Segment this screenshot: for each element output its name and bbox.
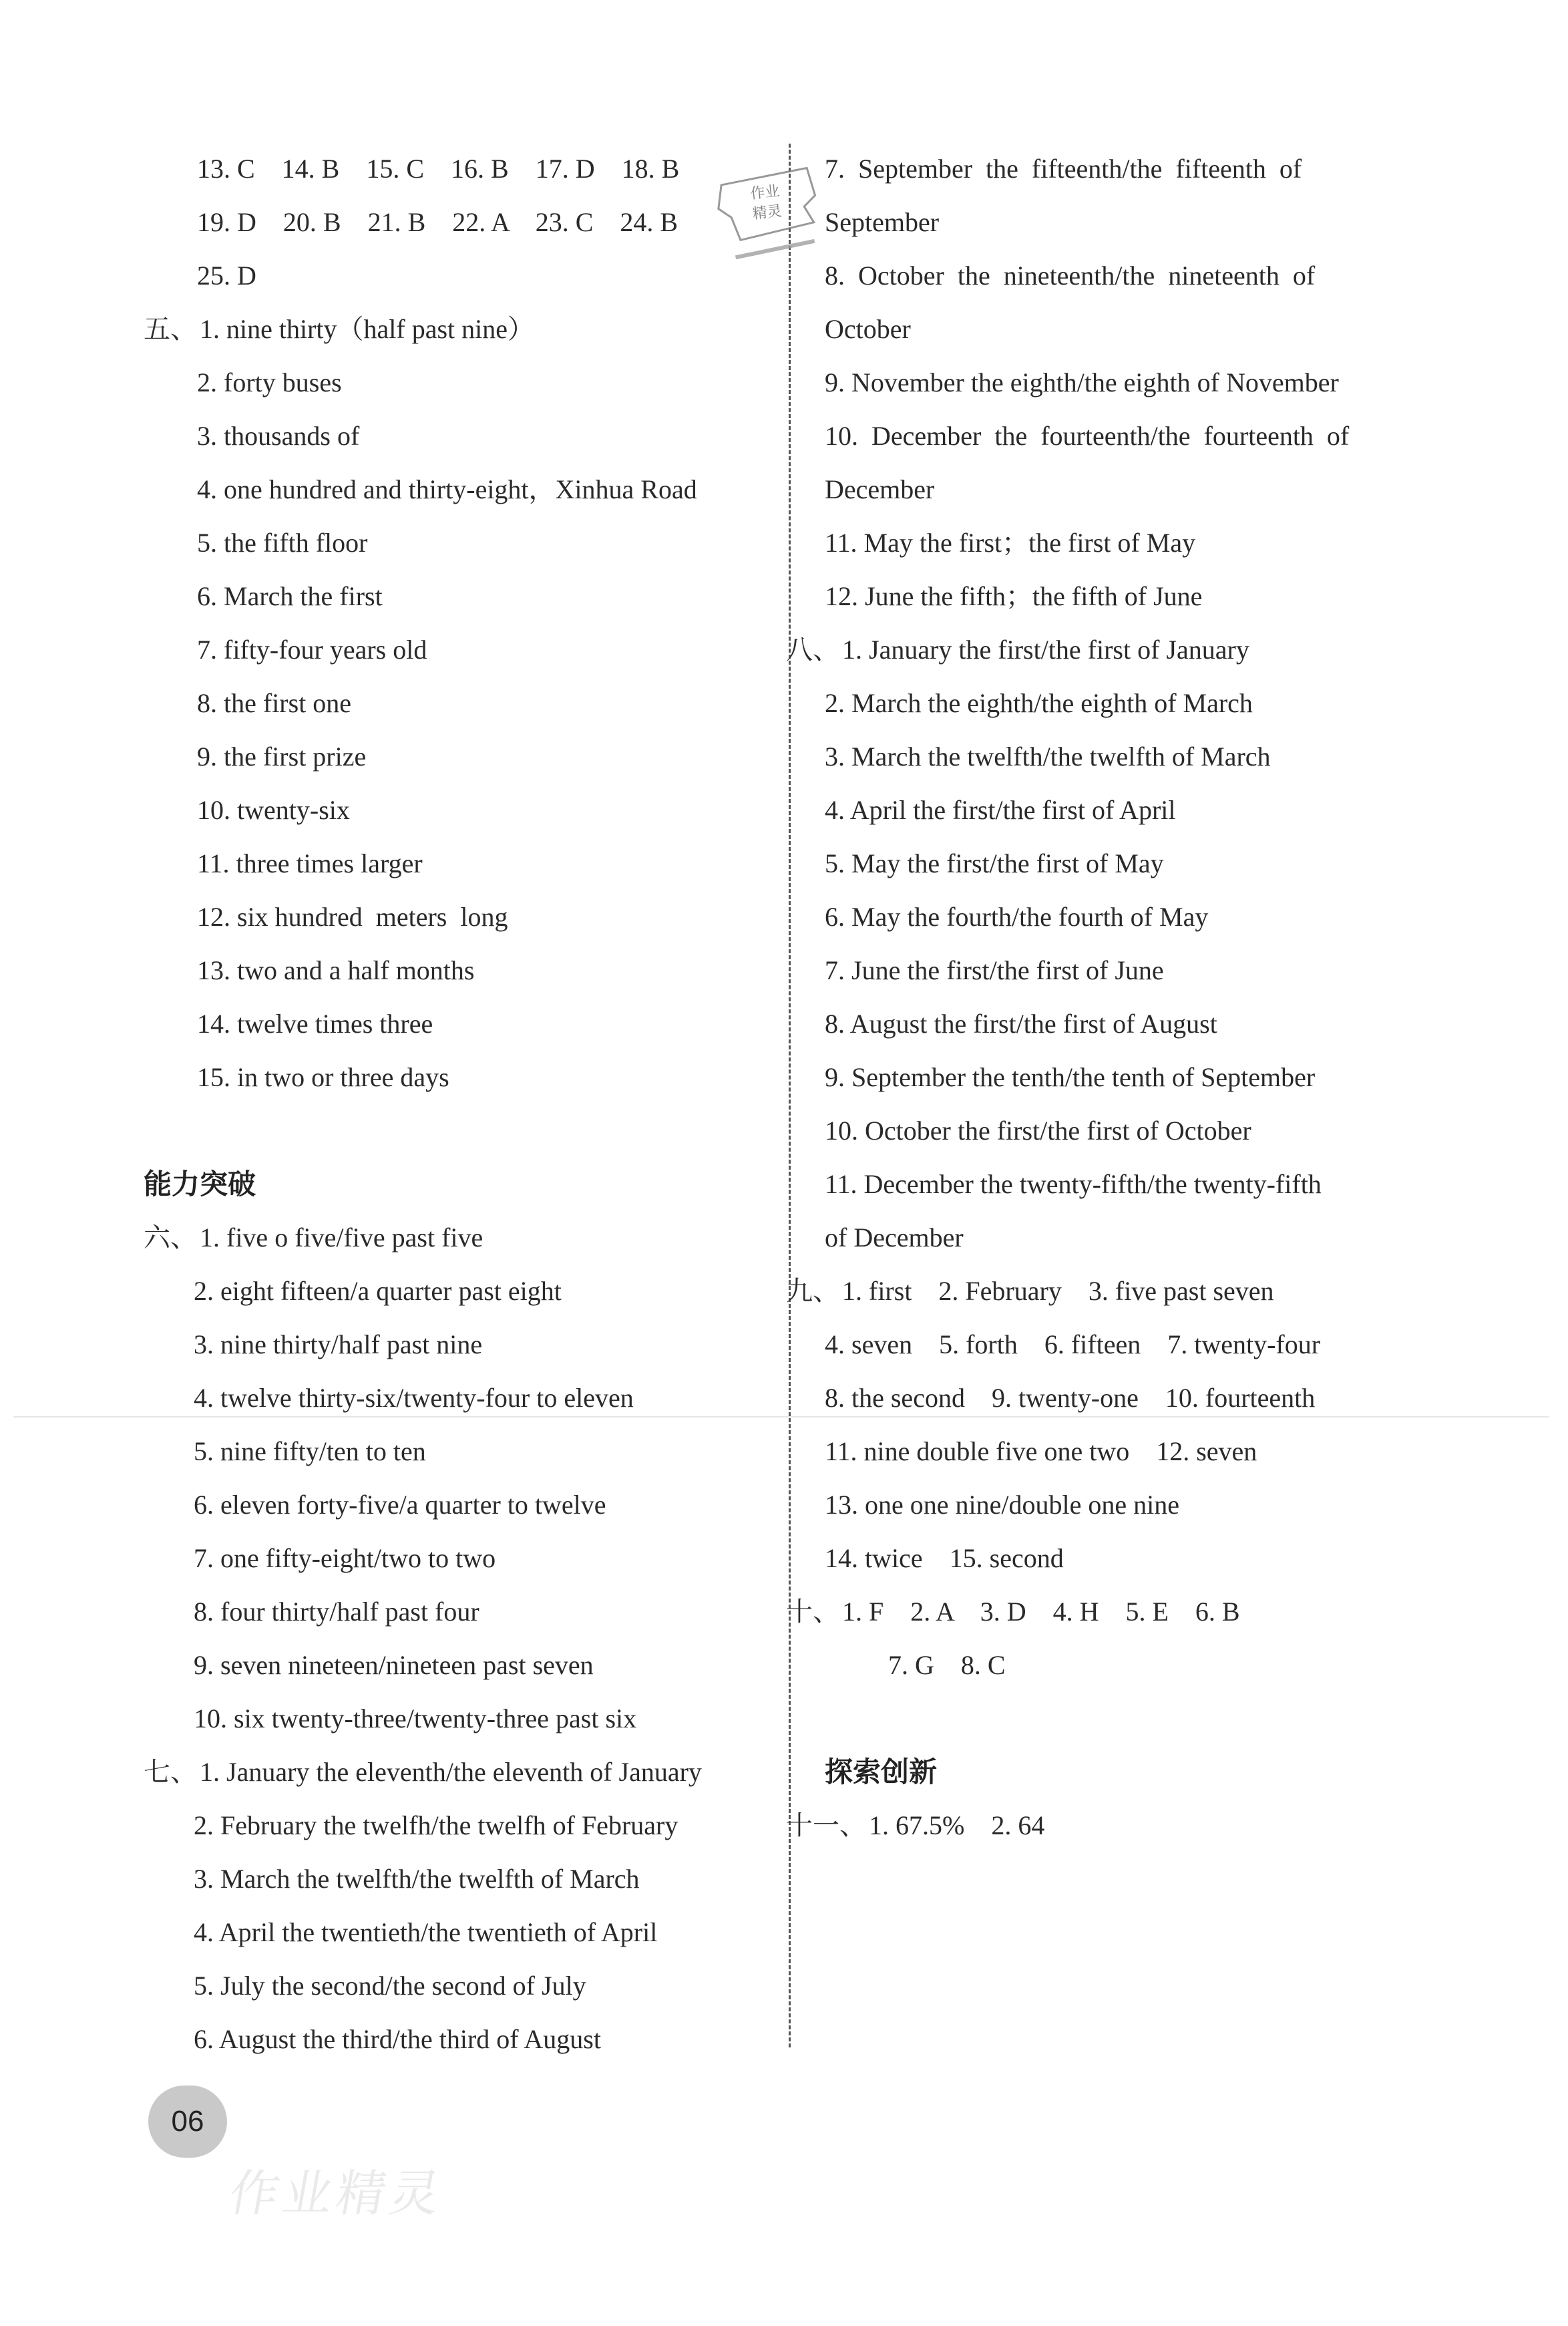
- answer-line: [825, 1425, 1459, 1478]
- answer-text: 6. March the first: [197, 581, 383, 611]
- answer-line: [825, 1532, 1459, 1585]
- answer-line: [144, 303, 778, 356]
- answer-line: [825, 196, 1459, 249]
- answer-text: 5. July the second/the second of July: [194, 1971, 586, 2001]
- section-heading-explore: 探索创新: [825, 1756, 938, 1788]
- answer-text: 4. April the first/the first of April: [825, 795, 1176, 825]
- answer-line: [144, 142, 778, 196]
- answer-line: [144, 570, 778, 623]
- answer-text: 2. February the twelfh/the twelfh of February: [194, 1810, 678, 1840]
- answer-text: 1. F 2. A 3. D 4. H 5. E 6. B: [842, 1597, 1240, 1627]
- answer-text: 10. twenty-six: [197, 795, 350, 825]
- answer-text: 3. March the twelfth/the twelfth of March: [194, 1864, 640, 1894]
- section-marker: 十、: [786, 1597, 839, 1627]
- answer-text: 8. October the nineteenth/the nineteenth of: [825, 261, 1316, 291]
- answer-line: [786, 623, 1459, 677]
- answer-line: [825, 677, 1459, 730]
- answer-line: [825, 1211, 1459, 1265]
- answer-line: [144, 356, 778, 409]
- answer-text: 4. twelve thirty-six/twenty-four to eleven: [194, 1383, 634, 1413]
- answer-text: 6. August the third/the third of August: [194, 2024, 601, 2054]
- answer-text: 11. December the twenty-fifth/the twenty-fifth: [825, 1169, 1322, 1199]
- answer-text: 6. May the fourth/the fourth of May: [825, 902, 1209, 932]
- answer-line: [144, 677, 778, 730]
- answer-line: [825, 1104, 1459, 1158]
- stamp-text-1: 作业: [749, 182, 781, 203]
- answer-line: [825, 1318, 1459, 1371]
- answer-line: [144, 837, 778, 890]
- answer-line: [825, 1051, 1459, 1104]
- answer-line: [825, 784, 1459, 837]
- answer-line: [144, 1265, 778, 1318]
- answer-line: [144, 196, 778, 249]
- section-marker: 五、: [144, 314, 197, 344]
- answer-line: [144, 1478, 778, 1532]
- answer-line: [825, 730, 1459, 784]
- right-column: [786, 142, 1459, 1852]
- answer-line: [825, 570, 1459, 623]
- section-marker: 七、: [144, 1757, 197, 1787]
- section-marker: 六、: [144, 1222, 197, 1253]
- answer-text: 8. August the first/the first of August: [825, 1009, 1217, 1039]
- answer-text: 11. May the first；the first of May: [825, 528, 1196, 558]
- answer-text: 8. four thirty/half past four: [194, 1597, 479, 1627]
- answer-text: September: [825, 207, 940, 237]
- answer-text: 13. C 14. B 15. C 16. B 17. D 18. B: [197, 154, 680, 184]
- answer-line: [825, 1371, 1459, 1425]
- answer-line: [825, 516, 1459, 570]
- answer-text: October: [825, 314, 911, 344]
- answer-line: [825, 944, 1459, 997]
- answer-line: [144, 623, 778, 677]
- answer-text: 7. June the first/the first of June: [825, 955, 1164, 985]
- answer-line: [144, 463, 778, 516]
- answer-text: 14. twelve times three: [197, 1009, 433, 1039]
- stamp-text-2: 精灵: [751, 202, 783, 223]
- answer-text: 10. six twenty-three/twenty-three past six: [194, 1703, 637, 1733]
- answer-line: [825, 249, 1459, 303]
- answer-text: 19. D 20. B 21. B 22. A 23. C 24. B: [197, 207, 678, 237]
- answer-text: 12. six hundred meters long: [197, 902, 508, 932]
- answer-text: 2. March the eighth/the eighth of March: [825, 688, 1253, 718]
- column-divider: [789, 144, 791, 2047]
- answer-line: [144, 944, 778, 997]
- answer-text: 9. seven nineteen/nineteen past seven: [194, 1650, 594, 1680]
- answer-text: 4. April the twentieth/the twentieth of April: [194, 1917, 658, 1947]
- answer-text: 7. one fifty-eight/two to two: [194, 1543, 496, 1573]
- answer-text: 8. the first one: [197, 688, 352, 718]
- answer-line: [144, 784, 778, 837]
- stamp-logo: [706, 155, 829, 273]
- answer-line: [825, 1158, 1459, 1211]
- answer-line: [825, 997, 1459, 1051]
- answer-text: 25. D: [197, 261, 256, 291]
- answer-text: 2. forty buses: [197, 367, 342, 397]
- answer-line: [144, 730, 778, 784]
- answer-text: of December: [825, 1222, 964, 1253]
- answer-text: 6. eleven forty-five/a quarter to twelve: [194, 1490, 606, 1520]
- answer-line: [144, 1906, 778, 1959]
- answer-line: [144, 409, 778, 463]
- answer-line: [144, 1051, 778, 1104]
- answer-text: 13. two and a half months: [197, 955, 475, 985]
- section-marker: 八、: [786, 635, 839, 665]
- answer-text: 9. September the tenth/the tenth of September: [825, 1062, 1316, 1092]
- answer-line: [144, 1585, 778, 1639]
- answer-text: 3. nine thirty/half past nine: [194, 1329, 483, 1359]
- answer-line: [825, 356, 1459, 409]
- answer-text: 4. seven 5. forth 6. fifteen 7. twenty-four: [825, 1329, 1321, 1359]
- answer-text: 3. thousands of: [197, 421, 360, 451]
- answer-text: 10. December the fourteenth/the fourteenth of: [825, 421, 1350, 451]
- answer-line: [144, 516, 778, 570]
- answer-line: [825, 890, 1459, 944]
- answer-text: 14. twice 15. second: [825, 1543, 1064, 1573]
- answer-line: [144, 1852, 778, 1906]
- answer-line: [144, 997, 778, 1051]
- section-marker: 九、: [786, 1276, 839, 1306]
- answer-text: December: [825, 474, 935, 504]
- answer-line: [825, 1478, 1459, 1532]
- answer-line: [825, 303, 1459, 356]
- answer-line: [144, 2013, 778, 2066]
- answer-line: [825, 1639, 1459, 1692]
- answer-text: 1. 67.5% 2. 64: [869, 1810, 1045, 1840]
- answer-line: [825, 837, 1459, 890]
- answer-line: [786, 1265, 1459, 1318]
- answer-text: 8. the second 9. twenty-one 10. fourteenth: [825, 1383, 1316, 1413]
- answer-text: 9. November the eighth/the eighth of November: [825, 367, 1339, 397]
- answer-line: [825, 142, 1459, 196]
- answer-line: [144, 1692, 778, 1746]
- answer-line: [144, 1318, 778, 1371]
- answer-line: [144, 1371, 778, 1425]
- answer-text: 5. the fifth floor: [197, 528, 368, 558]
- answer-text: 1. first 2. February 3. five past seven: [842, 1276, 1274, 1306]
- answer-line: [786, 1799, 1459, 1852]
- answer-text: 7. September the fifteenth/the fifteenth of: [825, 154, 1302, 184]
- answer-line: [144, 1532, 778, 1585]
- answer-line: [144, 890, 778, 944]
- answer-line: [144, 1425, 778, 1478]
- answer-line: [144, 249, 778, 303]
- answer-text: 2. eight fifteen/a quarter past eight: [194, 1276, 562, 1306]
- answer-text: 5. May the first/the first of May: [825, 848, 1164, 878]
- answer-line: [144, 1959, 778, 2013]
- answer-line: [144, 1799, 778, 1852]
- watermark: 作业精灵: [224, 2165, 449, 2222]
- answer-line: [825, 409, 1459, 463]
- answer-text: 11. nine double five one two 12. seven: [825, 1436, 1257, 1466]
- answer-text: 1. January the first/the first of January: [842, 635, 1249, 665]
- answer-text: 11. three times larger: [197, 848, 423, 878]
- answer-line: [144, 1639, 778, 1692]
- answer-line: [825, 463, 1459, 516]
- answer-text: 10. October the first/the first of October: [825, 1116, 1251, 1146]
- section-heading-ability: 能力突破: [144, 1168, 256, 1200]
- answer-text: 5. nine fifty/ten to ten: [194, 1436, 426, 1466]
- answer-line: [144, 1746, 778, 1799]
- answer-line: [786, 1585, 1459, 1639]
- answer-text: 12. June the fifth；the fifth of June: [825, 581, 1203, 611]
- answer-text: 1. five o five/five past five: [200, 1222, 483, 1253]
- answer-text: 1. nine thirty（half past nine）: [200, 314, 535, 344]
- section-marker: 十一、: [786, 1810, 866, 1840]
- answer-text: 15. in two or three days: [197, 1062, 449, 1092]
- answer-line: [144, 1211, 778, 1265]
- answer-text: 3. March the twelfth/the twelfth of March: [825, 741, 1271, 772]
- answer-text: 1. January the eleventh/the eleventh of January: [200, 1757, 702, 1787]
- answer-text: 13. one one nine/double one nine: [825, 1490, 1179, 1520]
- page-number-badge: 06: [148, 2086, 227, 2158]
- answer-text: 7. G 8. C: [888, 1650, 1006, 1680]
- answer-text: 7. fifty-four years old: [197, 635, 427, 665]
- left-column: [144, 142, 778, 2066]
- answer-text: 4. one hundred and thirty-eight，Xinhua Road: [197, 474, 697, 504]
- answer-text: 9. the first prize: [197, 741, 367, 772]
